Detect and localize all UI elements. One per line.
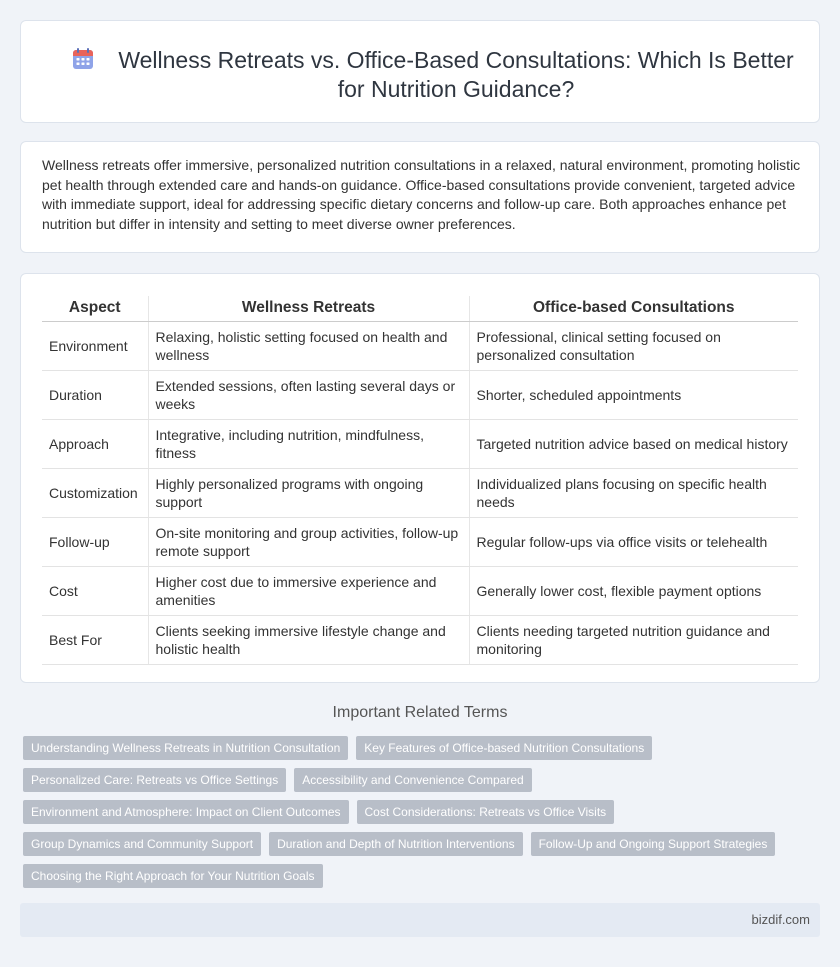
cell-aspect: Approach [42,419,148,468]
cell-office: Professional, clinical setting focused on personalized consultation [469,321,798,370]
related-term-tag[interactable]: Group Dynamics and Community Support [23,832,261,856]
title-card [20,20,820,123]
cell-office: Regular follow-ups via office visits or telehealth [469,517,798,566]
table-row [42,370,798,419]
related-term-tag[interactable]: Duration and Depth of Nutrition Interventions [269,832,522,856]
table-header-row [42,296,798,321]
calendar-icon [71,47,95,71]
cell-aspect: Cost [42,566,148,615]
table-row [42,566,798,615]
table-row [42,468,798,517]
cell-retreat: Highly personalized programs with ongoing support [148,468,469,517]
header-wellness-retreats: Wellness Retreats [148,296,469,321]
footer-site-name: bizdif.com [751,912,810,927]
cell-aspect: Best For [42,615,148,664]
table-row [42,321,798,370]
cell-aspect: Follow-up [42,517,148,566]
cell-office: Clients needing targeted nutrition guidance and monitoring [469,615,798,664]
related-terms-heading: Important Related Terms [332,704,508,721]
intro-paragraph: Wellness retreats offer immersive, personalized nutrition consultations in a relaxed, natural environment, promoting holistic pet health through extended care and hands-on guidance. Office-based consultations provide convenient, targeted advice with immediate support, ideal for addressing specific dietary concerns and follow-up care. Both approaches enhance pet nutrition but differ in intensity and setting to meet diverse owner preferences. [42,157,801,232]
page-title: Wellness Retreats vs. Office-Based Consultations: Which Is Better for Nutrition Guidance? [118,47,794,102]
cell-retreat: On-site monitoring and group activities, follow-up remote support [148,517,469,566]
table-row [42,517,798,566]
cell-aspect: Customization [42,468,148,517]
related-term-tag[interactable]: Cost Considerations: Retreats vs Office Visits [357,800,615,824]
related-term-tag[interactable]: Key Features of Office-based Nutrition Consultations [356,736,652,760]
related-term-tag[interactable]: Environment and Atmosphere: Impact on Client Outcomes [23,800,349,824]
comparison-card [20,273,820,683]
cell-office: Generally lower cost, flexible payment options [469,566,798,615]
cell-retreat: Extended sessions, often lasting several days or weeks [148,370,469,419]
header-aspect: Aspect [42,296,148,321]
related-term-tag[interactable]: Accessibility and Convenience Compared [294,768,531,792]
related-term-tag[interactable]: Personalized Care: Retreats vs Office Settings [23,768,286,792]
cell-office: Targeted nutrition advice based on medical history [469,419,798,468]
cell-aspect: Duration [42,370,148,419]
cell-office: Shorter, scheduled appointments [469,370,798,419]
cell-office: Individualized plans focusing on specific health needs [469,468,798,517]
cell-retreat: Relaxing, holistic setting focused on health and wellness [148,321,469,370]
table-row [42,615,798,664]
cell-retreat: Higher cost due to immersive experience and amenities [148,566,469,615]
related-terms-list [23,736,803,888]
cell-retreat: Clients seeking immersive lifestyle change and holistic health [148,615,469,664]
related-term-tag[interactable]: Choosing the Right Approach for Your Nutrition Goals [23,864,323,888]
cell-retreat: Integrative, including nutrition, mindfulness, fitness [148,419,469,468]
table-row [42,419,798,468]
footer [20,903,820,937]
cell-aspect: Environment [42,321,148,370]
comparison-table [42,296,798,665]
related-term-tag[interactable]: Follow-Up and Ongoing Support Strategies [531,832,776,856]
related-term-tag[interactable]: Understanding Wellness Retreats in Nutrition Consultation [23,736,348,760]
intro-card [20,141,820,253]
header-office-consultations: Office-based Consultations [469,296,798,321]
